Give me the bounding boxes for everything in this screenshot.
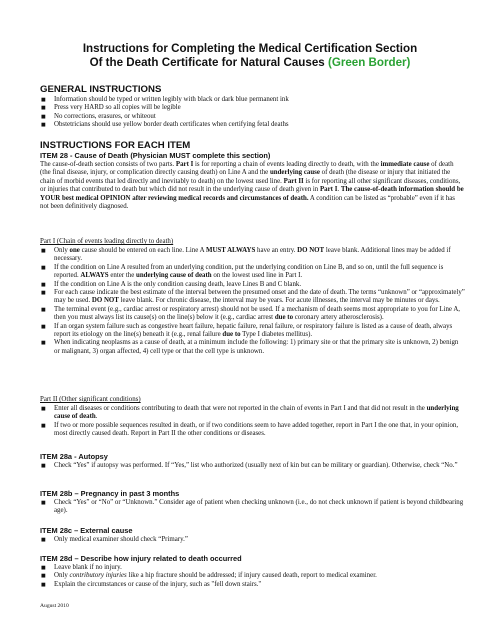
item28c-list <box>40 536 465 544</box>
list-item <box>40 572 465 580</box>
list-item <box>40 499 465 516</box>
part2-heading: Part II (Other significant conditions) <box>40 396 141 403</box>
title-line1-text: Instructions for Completing the Medical Certification Section <box>82 42 418 55</box>
list-item <box>40 121 465 129</box>
list-item-text: Obstetricians should use yellow border death certificates when certifying fetal deaths <box>54 121 289 129</box>
square-bullet-icon: ■ <box>41 122 46 129</box>
square-bullet-icon: ■ <box>41 97 46 103</box>
li-bold: due to <box>222 331 241 339</box>
li-text: Explain the circumstances or cause of the injury, such as "fell down stairs." <box>54 580 262 588</box>
li-text: coronary artery atherosclerosis). <box>293 314 384 322</box>
li-text: If an organ system failure such as congestive heart failure, hepatic failure, renal failure, or respiratory failure is listed as a cause of death, always report its etiology on the line(s) beneath it (e.g., renal failure <box>54 322 453 339</box>
para-bold: Part I <box>319 186 338 194</box>
document-title-line1 <box>40 42 460 56</box>
list-item <box>40 96 465 104</box>
item28c-heading: ITEM 28c – External cause <box>40 526 133 535</box>
li-text: Enter all diseases or conditions contributing to death that were not reported in the chain of events in Part I and that did not result in the <box>54 405 427 412</box>
li-text: Only medical examiner should check “Primary.” <box>54 536 188 543</box>
li-text: on the lowest used line in Part I. <box>211 272 303 280</box>
para-bold: Part II <box>283 177 304 185</box>
part1-heading: Part I (Chain of events leading directly to death) <box>40 238 174 245</box>
list-item <box>40 323 465 340</box>
para-bold: immediate cause <box>380 161 430 168</box>
document-title-line2 <box>40 56 460 70</box>
para-text: of death (the disease or injury that initiated the chain of morbid events that led directly and inevitably to death) on the lowest used line. <box>40 169 451 185</box>
list-item-text: No corrections, erasures, or whiteout <box>54 112 156 120</box>
square-bullet-icon: ■ <box>41 323 46 330</box>
part2-list <box>40 405 465 439</box>
list-item <box>40 264 465 281</box>
square-bullet-icon: ■ <box>41 306 46 313</box>
li-text: have an entry. <box>255 247 298 254</box>
para-text: The cause-of-death section consists of two parts. <box>40 161 176 168</box>
li-text: If two or more possible sequences resulted in death, or if two conditions seem to have added together, report in Part I the one that, in your opinion, most directly caused death. Report in Part II the other conditions or diseases. <box>54 421 459 438</box>
li-text: leave blank. For chronic disease, the interval may be years. For acute illnesses, the interval may be minutes or days. <box>118 297 440 305</box>
square-bullet-icon: ■ <box>41 565 46 571</box>
li-bold: DO NOT <box>297 247 325 254</box>
item28d-heading: ITEM 28d – Describe how injury related to death occurred <box>40 554 242 563</box>
item28b-heading: ITEM 28b – Pregnancy in past 3 months <box>40 489 180 498</box>
square-bullet-icon: ■ <box>41 581 46 588</box>
list-item <box>40 462 465 470</box>
li-text: When indicating neoplasms as a cause of death, at a minimum include the following: 1) primary site or that the primary site is unknown, 2) benign or malignant, 3) organ affected, 4) cell type or that the cell type is unknown. <box>54 339 459 355</box>
li-text: . <box>95 413 98 421</box>
item28d-list <box>40 564 465 589</box>
li-text: leave blank. Additional lines may be added if necessary. <box>54 247 451 263</box>
square-bullet-icon: ■ <box>41 500 46 506</box>
li-bold: ALWAYS <box>80 272 109 280</box>
li-text: Only <box>54 572 70 580</box>
list-item <box>40 289 465 306</box>
list-item <box>40 306 465 323</box>
para-bold: The cause-of-death information should be YOUR best medical OPINION after reviewing medical records and circumstances of death. <box>40 186 464 202</box>
li-bold: one <box>69 247 80 254</box>
list-item <box>40 247 465 264</box>
item28-paragraph <box>40 161 465 211</box>
para-bold: Part I <box>175 161 194 168</box>
para-text: of death (the final disease, injury, or complication directly causing death) on Line A and the <box>40 161 454 177</box>
li-text: Leave blank if no injury. <box>54 564 122 571</box>
square-bullet-icon: ■ <box>41 264 46 271</box>
li-bold: underlying cause of death <box>54 405 459 421</box>
para-text: . <box>337 186 341 194</box>
li-italic: contributory injuries <box>69 572 127 580</box>
li-bold: MUST ALWAYS <box>205 247 256 254</box>
list-item-text: Information should be typed or written legibly with black or dark blue permanent ink <box>54 96 289 103</box>
para-bold: underlying cause <box>269 169 320 177</box>
list-item <box>40 104 465 112</box>
square-bullet-icon: ■ <box>41 340 46 347</box>
li-text: If the condition on Line A resulted from an underlying condition, put the underlying condition on Line B, and so on, until the full sequence is reported. <box>54 263 444 280</box>
li-text: Type I diabetes mellitus). <box>240 331 313 339</box>
square-bullet-icon: ■ <box>41 281 46 288</box>
li-text: If the condition on Line A is the only condition causing death, leave Lines B and C blank. <box>54 280 302 288</box>
list-item <box>40 536 465 544</box>
li-text: The terminal event (e.g., cardiac arrest or respiratory arrest) should not be used. If a mechanism of death seems most appropriate to you for Line A, then you must always list its cause(s) on the line(s) below it (e.g., cardiac arrest <box>54 305 461 322</box>
item28b-list <box>40 499 465 516</box>
part1-list <box>40 247 465 356</box>
para-text: is for reporting all other significant diseases, conditions, or injuries that contributed to death but which did not result in the underlying cause of death given in <box>40 177 461 194</box>
title-line2-text: Of the Death Certificate for Natural Causes <box>89 56 328 69</box>
square-bullet-icon: ■ <box>41 422 46 429</box>
square-bullet-icon: ■ <box>41 105 46 112</box>
item28a-heading: ITEM 28a - Autopsy <box>40 452 108 461</box>
square-bullet-icon: ■ <box>41 113 46 120</box>
list-item-text: Press very HARD so all copies will be legible <box>54 104 181 112</box>
square-bullet-icon: ■ <box>41 537 46 543</box>
general-instructions-list <box>40 96 465 130</box>
li-bold: underlying cause of death <box>135 272 212 280</box>
para-text: is for reporting a chain of events leading directly to death, with the <box>193 161 381 168</box>
square-bullet-icon: ■ <box>41 463 46 469</box>
para-text: A condition can be listed as “probable” even if it has not been definitively diagnosed. <box>40 194 455 211</box>
square-bullet-icon: ■ <box>41 406 46 412</box>
list-item <box>40 339 465 356</box>
square-bullet-icon: ■ <box>41 248 46 254</box>
list-item <box>40 281 465 289</box>
li-text: Only <box>54 247 70 254</box>
li-text: cause should be entered on each line. Line A <box>79 247 206 254</box>
list-item <box>40 581 465 589</box>
footer-date: August 2010 <box>40 603 69 609</box>
list-item <box>40 422 465 439</box>
li-text: For each cause indicate the best estimate of the interval between the presumed onset and the date of death. The terms “unknown” or “approximately” may be used. <box>54 289 465 305</box>
li-text: Check “Yes” or “No” or “Unknown.” Consider age of patient when checking unknown (i.e., do not check unknown if patient is beyond childbearing age). <box>54 499 464 515</box>
each-item-heading: INSTRUCTIONS FOR EACH ITEM <box>40 140 191 151</box>
li-bold: DO NOT <box>91 297 119 305</box>
general-instructions-heading: GENERAL INSTRUCTIONS <box>40 84 162 95</box>
li-bold: due to <box>274 314 294 322</box>
title-green-border-text: (Green Border) <box>327 56 411 69</box>
li-text: enter the <box>108 272 136 280</box>
list-item <box>40 405 465 422</box>
item28-heading: ITEM 28 - Cause of Death (Physician MUST complete this section) <box>40 151 271 160</box>
li-text: like a hip fracture should be addressed; if injury caused death, report to medical examiner. <box>126 572 377 580</box>
list-item <box>40 113 465 121</box>
li-text: Check “Yes” if autopsy was performed. If “Yes,” list who authorized (usually next of kin but can be military or guardian). Otherwise, check “No.” <box>54 462 458 469</box>
square-bullet-icon: ■ <box>41 573 46 580</box>
item28a-list <box>40 462 465 470</box>
list-item <box>40 564 465 572</box>
square-bullet-icon: ■ <box>41 290 46 297</box>
